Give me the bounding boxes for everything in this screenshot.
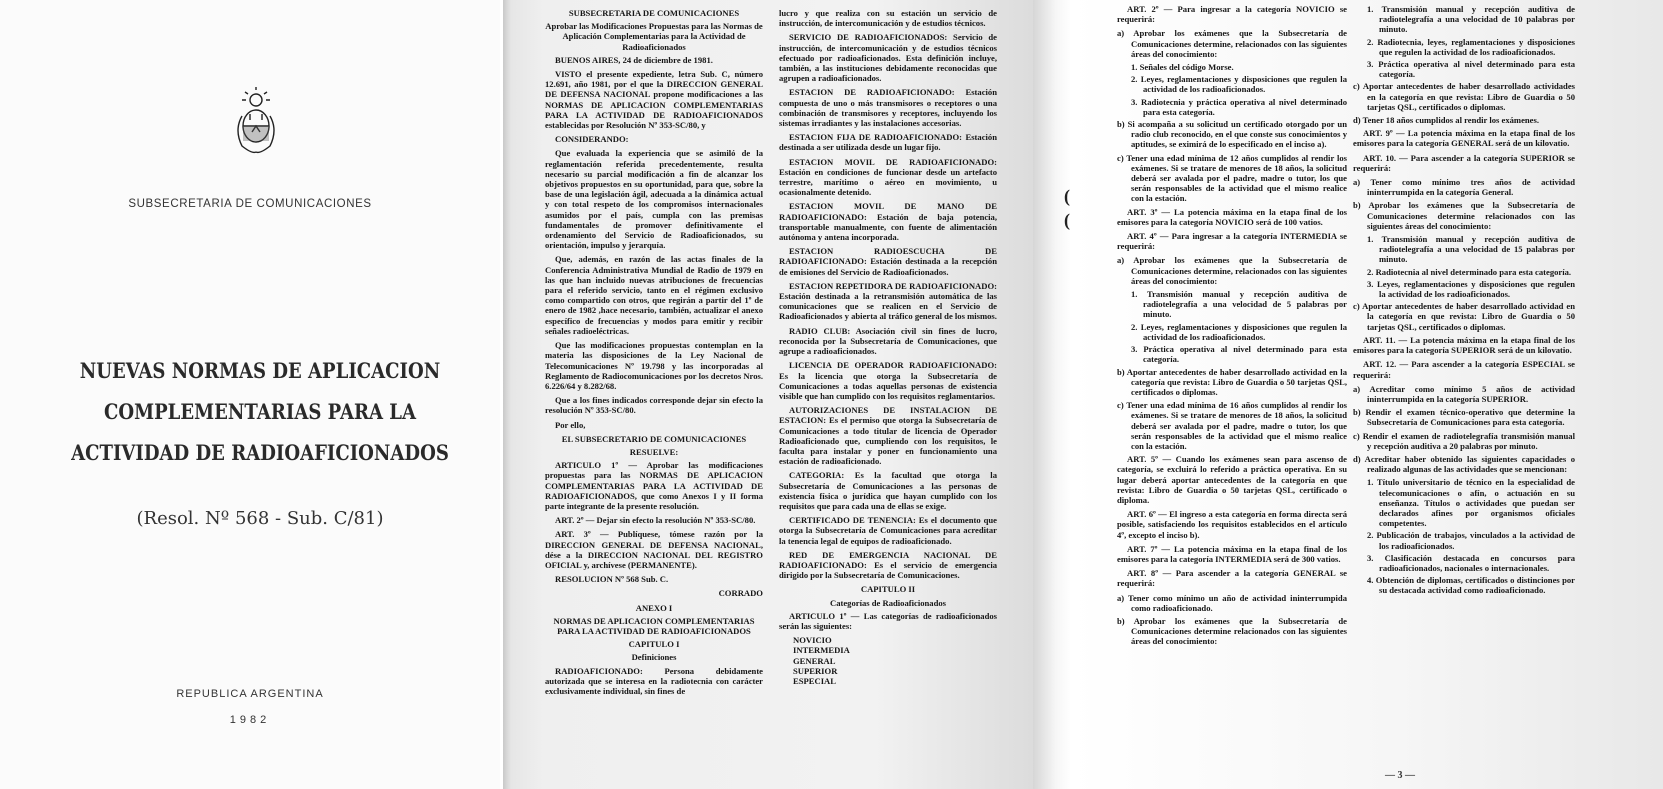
edge-bracket-mark: ( bbox=[1064, 186, 1070, 206]
text-column-1 bbox=[545, 8, 763, 700]
paragraph: ART. 10. — Para ascender a la categoría SUPERIOR se requerirá: bbox=[1353, 152, 1575, 173]
paragraph: SUPERIOR bbox=[793, 665, 838, 676]
paragraph: INTERMEDIA bbox=[793, 645, 850, 656]
paragraph: ART. 2º — Para ingresar a la categoría NOVICIO se requerirá: bbox=[1117, 4, 1347, 25]
paragraph: 2. Leyes, reglamentaciones y disposiciones que regulen la actividad de los radioaficionados. bbox=[1131, 74, 1347, 95]
paragraph: c) Tener una edad mínima de 12 años cumplidos al rendir los exámenes. Si se tratare de menores de 18 años, la solicitud deberá ser avalada por el padre, madre o tutor, los que serán responsables de la actividad que el mismo realice con la estación. bbox=[1117, 152, 1347, 204]
paragraph: Que, además, en razón de las actas finales de la Conferencia Administrativa Mundial de Radio de 1979 en las que han incluido nuevas atribuciones de frecuencias para el referido servicio, tanto en el régimen exclusivo como compartido con otros, que regirán a partir del 1º de enero de 1982 ,hace necesario, también, actualizar el anexo específico de frecuencias y modos para emitir y recibir señales radioeléctricas. bbox=[545, 254, 763, 336]
year-label: 1982 bbox=[229, 714, 271, 726]
paragraph: 3. Práctica operativa al nivel determinado para esta categoría. bbox=[1131, 344, 1347, 365]
paragraph: Por ello, bbox=[555, 419, 586, 430]
paragraph: ART. 3º — Publíquese, tómese razón por la DIRECCION GENERAL DE DEFENSA NACIONAL, dése a la DIRECCION NACIONAL DEL REGISTRO OFICIAL y, archívese (PERMANENTE). bbox=[545, 529, 763, 570]
paragraph: ART. 5º — Cuando los exámenes sean para ascenso de categoría, se excluirá lo referido a práctica operativa. En su lugar deberá aportar antecedentes de la categoría en que revista: Libro de Guardia o 50 tarjetas QSL, certificado o diploma. bbox=[1117, 454, 1347, 505]
paragraph: ESTACION DE RADIOAFICIONADO: Estación compuesta de uno o más transmisores o receptores o una combinación de transmisores y receptores, incluyendo los sistemas irradiantes y las instalaciones accesorias. bbox=[779, 87, 997, 129]
paragraph: RADIO CLUB: Asociación civil sin fines de lucro, reconocida por la Subsecretaría de Comunicaciones, que agrupe a radioaficionados. bbox=[779, 325, 997, 357]
title-line-1: NUEVAS NORMAS DE APLICACION bbox=[79, 358, 441, 383]
paragraph: ESTACION RADIOESCUCHA DE RADIOAFICIONADO: Estación destinada a la recepción de emisiones del Servicio de Radioaficionados. bbox=[779, 246, 997, 277]
paragraph: d) Acreditar haber obtenido las siguientes capacidades o realizado algunas de las actividades que se mencionan: bbox=[1353, 453, 1575, 475]
paragraph: Categorías de Radioaficionados bbox=[829, 597, 946, 608]
title-line-3: ACTIVIDAD DE RADIOAFICIONADOS bbox=[71, 440, 449, 465]
text-page-left bbox=[503, 0, 1033, 789]
paragraph: VISTO el presente expediente, letra Sub. C, número 12.691, año 1981, por el que la DIRECCION GENERAL DE DEFENSA NACIONAL propone modificaciones a las NORMAS DE APLICACION COMPLEMENTARIAS PARA LA ACTIVIDAD DE RADIOAFICIONADOS establecidas por Resolución Nº 353-SC/80, y bbox=[545, 69, 763, 131]
paragraph: RESUELVE: bbox=[629, 446, 679, 457]
paragraph: ESTACION MOVIL DE RADIOAFICIONADO: Estación en condiciones de funcionar desde un artefacto terrestre, marítimo o aéreo en movimiento, u ocasionalmente detenido. bbox=[779, 156, 997, 198]
paragraph: ESTACION MOVIL DE MANO DE RADIOAFICIONADO: Estación de baja potencia, transportable manualmente, con fuente de alimentación autónoma y antena incorporada. bbox=[779, 201, 997, 243]
paragraph: ART. 9º — La potencia máxima en la etapa final de los emisores para la categoría GENERAL será de un kilovatio. bbox=[1353, 128, 1575, 149]
paragraph: 2. Radiotecnia al nivel determinado para esta categoría. bbox=[1367, 266, 1572, 277]
paragraph: 3. Leyes, reglamentaciones y disposiciones que regulen la actividad de los radioaficionados. bbox=[1367, 278, 1575, 300]
title-line-2: COMPLEMENTARIAS PARA LA bbox=[104, 399, 416, 424]
paragraph: ART. 12. — Para ascender a la categoría ESPECIAL se requerirá: bbox=[1353, 359, 1575, 380]
paragraph: a) Acreditar como mínimo 5 años de actividad ininterrumpida en la categoría SUPERIOR. bbox=[1353, 383, 1575, 404]
paragraph: 1. Transmisión manual y recepción auditiva de radiotelegrafía a una velocidad de 15 palabras por minuto. bbox=[1367, 234, 1575, 265]
paragraph: c) Aportar antecedentes de haber desarrollado actividad en la categoría en que revista: Libro de Guardia o 50 tarjetas QSL, certificados o diplomas. bbox=[1353, 301, 1575, 332]
paragraph: Que las modificaciones propuestas contemplan en la materia las disposiciones de la Ley Nacional de Telecomunicaciones Nº 19.798 y las incorporadas al Reglamento de Radiocomunicaciones por los decretos Nros. 6.226/64 y 8.282/68. bbox=[545, 340, 763, 391]
page-gutter bbox=[1033, 0, 1071, 789]
paragraph: b) Aprobar los exámenes que la Subsecretaría de Comunicaciones determine relacionados con las siguientes áreas del conocimiento: bbox=[1117, 615, 1347, 647]
paragraph: BUENOS AIRES, 24 de diciembre de 1981. bbox=[555, 54, 713, 65]
paragraph: 2. Leyes, reglamentaciones y disposiciones que regulen la actividad de los radioaficionados. bbox=[1131, 321, 1347, 342]
issuing-agency: SUBSECRETARIA DE COMUNICACIONES bbox=[128, 198, 372, 210]
paragraph: a) Aprobar los exámenes que la Subsecretaría de Comunicaciones determine, relacionados con las siguientes áreas del conocimiento: bbox=[1117, 255, 1347, 286]
paragraph: ART. 11. — La potencia máxima en la etapa final de los emisores para la categoría SUPERIOR será de un kilovatio. bbox=[1353, 334, 1575, 356]
paragraph: 1. Transmisión manual y recepción auditiva de radiotelegrafía a una velocidad de 10 palabras por minuto. bbox=[1367, 4, 1575, 35]
paragraph: SUBSECRETARIA DE COMUNICACIONES bbox=[568, 8, 740, 18]
text-column-2 bbox=[779, 8, 997, 686]
paragraph: c) Rendir el examen de radiotelegrafía transmisión manual y recepción auditiva a 20 palabras por minuto. bbox=[1353, 430, 1575, 451]
paragraph: Que evaluada la experiencia que se asimiló de la reglamentación referida precedentemente, resulta necesario su parcial modificación a fin de alcanzar los objetivos propuestos en su oportunidad, para que, sobre la base de una legislación ágil, adecuada a la dinámica actual y con total respeto de los compromisos internacionales asumidos por el país, cumpla con las premisas fundamentales de promover definitivamente el ordenamiento del Servicio de Radioaficionados, su orientación, impulso y jerarquía. bbox=[545, 148, 763, 251]
text-column-3 bbox=[1117, 4, 1347, 650]
document-title bbox=[71, 350, 449, 473]
paragraph: NORMAS DE APLICACION COMPLEMENTARIAS PARA LA ACTIVIDAD DE RADIOAFICIONADOS bbox=[553, 615, 755, 636]
resolution-reference: (Resol. Nº 568 - Sub. C/81) bbox=[136, 508, 384, 529]
paragraph: AUTORIZACIONES DE INSTALACION DE ESTACION: Es el permiso que otorga la Subsecretaría de Comunicaciones a todo titular de licencia de Operador Radioaficionado que, cumpliendo con los requisitos, le faculta para instalar y poner en funcionamiento una estación de radioaficionado. bbox=[779, 405, 997, 467]
paragraph: CERTIFICADO DE TENENCIA: Es el documento que otorga la Subsecretaría de Comunicaciones para acreditar la tenencia legal de equipos de radioaficionado. bbox=[779, 515, 997, 546]
paragraph: c) Tener una edad mínima de 16 años cumplidos al rendir los exámenes. Si se tratare de menores de 18 años, la solicitud deberá ser avalada por el padre, madre o tutor, los que serán responsables de la actividad que el mismo realice con la estación. bbox=[1117, 400, 1347, 451]
paragraph: RADIOAFICIONADO: Persona debidamente autorizada que se interesa en la radiotecnia con carácter exclusivamente individual, sin fines de bbox=[545, 665, 763, 696]
page-number: — 3 — bbox=[1385, 770, 1415, 781]
paragraph: Aprobar las Modificaciones Propuestas para las Normas de Aplicación Complementarias para la Actividad de Radioaficionados bbox=[545, 21, 763, 52]
paragraph: lucro y que realiza con su estación un servicio de instrucción, de intercomunicación y de estudios técnicos. bbox=[779, 8, 997, 29]
paragraph: 2. Publicación de trabajos, vinculados a la actividad de los radioaficionados. bbox=[1367, 530, 1575, 551]
paragraph: CONSIDERANDO: bbox=[555, 134, 629, 145]
paragraph: 3. Radiotecnia y práctica operativa al nivel determinado para esta categoría. bbox=[1131, 96, 1347, 117]
paragraph: b) Aportar antecedentes de haber desarrollado actividad en la categoría que revista: Libro de Guardia o 50 tarjetas QSL, certificados o diplomas. bbox=[1117, 366, 1347, 397]
paragraph: NOVICIO bbox=[793, 635, 832, 646]
paragraph: RED DE EMERGENCIA NACIONAL DE RADIOAFICIONADO: Es el servicio de emergencia dirigido por la Subsecretaría de Comunicaciones. bbox=[779, 549, 997, 581]
edge-bracket-mark: ( bbox=[1064, 210, 1070, 230]
paragraph: LICENCIA DE OPERADOR RADIOAFICIONADO: Es la licencia que otorga la Subsecretaría de Comunicaciones a todas aquellas personas de existencia visible que han cumplido con los requisitos reglamentarios. bbox=[779, 360, 997, 401]
paragraph: ART. 6º — El ingreso a esta categoría en forma directa será posible, satisfaciendo los requisitos establecidos en el artículo 4º, excepto el inciso b). bbox=[1117, 509, 1347, 540]
paragraph: ART. 8º — Para ascender a la categoría GENERAL se requerirá: bbox=[1117, 568, 1347, 589]
paragraph: CAPITULO I bbox=[628, 639, 680, 650]
country-label: REPUBLICA ARGENTINA bbox=[176, 688, 324, 700]
paragraph: CORRADO bbox=[718, 588, 763, 599]
paragraph: GENERAL bbox=[793, 655, 836, 666]
paragraph: ESTACION FIJA DE RADIOAFICIONADO: Estación destinada a ser utilizada desde un lugar fijo. bbox=[779, 132, 997, 153]
paragraph: b) Rendir el examen técnico-operativo que determine la Subsecretaría de Comunicaciones para esta categoría. bbox=[1353, 407, 1575, 428]
paragraph: d) Tener 18 años cumplidos al rendir los exámenes. bbox=[1353, 115, 1539, 126]
paragraph: Que a los fines indicados corresponde dejar sin efecto la resolución Nº 353-SC/80. bbox=[545, 395, 763, 416]
text-page-right bbox=[1071, 0, 1663, 789]
paragraph: ART. 4º — Para ingresar a la categoría INTERMEDIA se requerirá: bbox=[1117, 231, 1347, 252]
paragraph: 1. Transmisión manual y recepción auditiva de radiotelegrafía a una velocidad de 5 palabras por minuto. bbox=[1131, 289, 1347, 320]
paragraph: b) Si acompaña a su solicitud un certificado otorgado por un radio club reconocido, en el que conste sus conocimientos y aptitudes, se eximirá de lo especificado en el inciso a). bbox=[1117, 119, 1347, 150]
paragraph: ART. 2º — Dejar sin efecto la resolución Nº 353-SC/80. bbox=[555, 515, 756, 526]
text-column-4 bbox=[1353, 4, 1575, 598]
paragraph: ANEXO I bbox=[635, 602, 673, 613]
paragraph: 3. Clasificación destacada en concursos para radioaficionados, nacionales o internacionales. bbox=[1367, 552, 1575, 573]
paragraph: RESOLUCION Nº 568 Sub. C. bbox=[555, 574, 669, 585]
paragraph: a) Tener como mínimo tres años de actividad ininterrumpida en la categoría General. bbox=[1353, 177, 1575, 198]
paragraph: a) Aprobar los exámenes que la Subsecretaría de Comunicaciones determine, relacionados con las siguientes áreas del conocimiento: bbox=[1117, 28, 1347, 59]
argentine-coat-of-arms-icon bbox=[228, 86, 284, 156]
paragraph: a) Tener como mínimo un año de actividad ininterrumpida como radioaficionado. bbox=[1117, 592, 1347, 613]
paragraph: b) Aprobar los exámenes que la Subsecretaría de Comunicaciones determine relacionados con las siguientes áreas del conocimiento: bbox=[1353, 200, 1575, 231]
paragraph: ARTICULO 1º — Aprobar las modificaciones propuestas para las NORMAS DE APLICACION COMPLEMENTARIAS PARA LA ACTIVIDAD DE RADIOAFICIONADOS, que como Anexos I y II forma parte integrante de la presente resolución. bbox=[545, 460, 763, 511]
paragraph: Definiciones bbox=[631, 652, 677, 663]
paragraph: 4. Obtención de diplomas, certificados o distinciones por su destacada actividad como radioaficionado. bbox=[1367, 575, 1575, 596]
paragraph: ARTICULO 1º — Las categorías de radioaficionados serán las siguientes: bbox=[779, 610, 997, 631]
paragraph: ESPECIAL bbox=[793, 675, 836, 686]
paragraph: EL SUBSECRETARIO DE COMUNICACIONES bbox=[561, 433, 747, 444]
paragraph: ESTACION REPETIDORA DE RADIOAFICIONADO: Estación destinada a la retransmisión automática de las comunicaciones que se realicen en el Servicio de Radioaficionados y abierta al tráfico general de los mismos. bbox=[779, 280, 997, 322]
paragraph: 2. Radiotecnia, leyes, reglamentaciones y disposiciones que regulen la actividad de los radioaficionados. bbox=[1367, 36, 1575, 57]
paragraph: CATEGORIA: Es la facultad que otorga la Subsecretaría de Comunicaciones a las personas de existencia física o jurídica que hayan cumplido con los requisitos que para cada una de ellas se exige. bbox=[779, 470, 997, 511]
paragraph: 1. Señales del código Morse. bbox=[1131, 62, 1234, 73]
paragraph: ART. 7º — La potencia máxima en la etapa final de los emisores para la categoría INTERMEDIA será de 300 vatios. bbox=[1117, 543, 1347, 564]
paragraph: 1. Título universitario de técnico en la especialidad de telecomunicaciones o afín, o actuación en su enseñanza. Títulos o actividades que puedan ser declarados afines por organismos oficiales competentes. bbox=[1367, 477, 1575, 529]
paragraph: c) Aportar antecedentes de haber desarrollado actividades en la categoría en que revista: Libro de Guardia o 50 tarjetas QSL, certificados o diplomas. bbox=[1353, 81, 1575, 112]
paragraph: SERVICIO DE RADIOAFICIONADOS: Servicio de instrucción, de intercomunicación y de estudios técnicos efectuado por radioaficionados. Esta definición incluye, también, a las instituciones debidamente reconocidas que agrupen a radioaficionados. bbox=[779, 32, 997, 84]
paragraph: CAPITULO II bbox=[860, 584, 916, 595]
paragraph: 3. Práctica operativa al nivel determinado para esta categoría. bbox=[1367, 59, 1575, 80]
paragraph: ART. 3º — La potencia máxima en la etapa final de los emisores para la categoría NOVICIO será de 100 vatios. bbox=[1117, 206, 1347, 227]
cover-page bbox=[0, 0, 500, 789]
